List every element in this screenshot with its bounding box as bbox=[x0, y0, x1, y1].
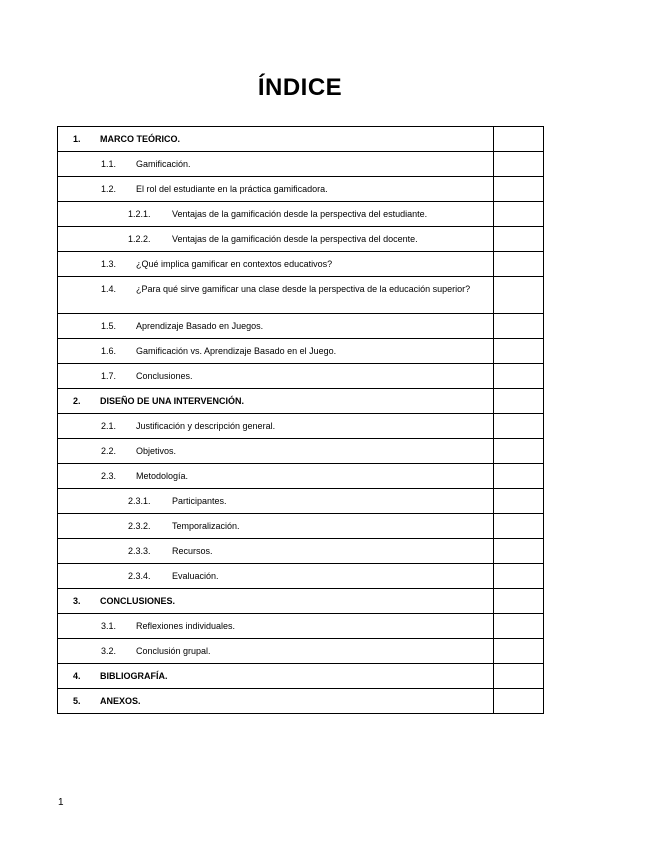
toc-entry-title: Recursos. bbox=[172, 546, 213, 556]
toc-row bbox=[58, 364, 544, 389]
toc-entry-title: Ventajas de la gamificación desde la perspectiva del docente. bbox=[172, 234, 418, 244]
toc-row bbox=[58, 664, 544, 689]
toc-row bbox=[58, 464, 544, 489]
toc-entry-title: CONCLUSIONES. bbox=[100, 596, 176, 606]
toc-entry bbox=[58, 202, 493, 225]
toc-page-cell bbox=[494, 489, 544, 514]
toc-entry-number: 1.2. bbox=[101, 184, 117, 194]
toc-page-cell bbox=[494, 464, 544, 489]
toc-entry-cell bbox=[58, 389, 494, 414]
toc-row bbox=[58, 589, 544, 614]
toc-entry-cell bbox=[58, 314, 494, 339]
toc-row bbox=[58, 314, 544, 339]
toc-entry-title: Gamificación. bbox=[136, 159, 191, 169]
toc-page-cell bbox=[494, 127, 544, 152]
toc-row bbox=[58, 564, 544, 589]
toc-entry-title: El rol del estudiante en la práctica gamificadora. bbox=[136, 184, 328, 194]
toc-entry bbox=[58, 489, 493, 512]
toc-page-cell bbox=[494, 639, 544, 664]
toc-entry bbox=[58, 664, 493, 687]
toc-row bbox=[58, 152, 544, 177]
toc-entry-cell bbox=[58, 689, 494, 714]
toc-entry bbox=[58, 252, 493, 275]
toc-entry-number: 1.2.2. bbox=[128, 234, 151, 244]
toc-row bbox=[58, 202, 544, 227]
toc-entry-number: 2.2. bbox=[101, 446, 117, 456]
toc-page-cell bbox=[494, 252, 544, 277]
toc-row bbox=[58, 414, 544, 439]
toc-entry-title: ANEXOS. bbox=[100, 696, 141, 706]
toc-page-cell bbox=[494, 514, 544, 539]
toc-entry bbox=[58, 177, 493, 200]
toc-entry-cell bbox=[58, 514, 494, 539]
toc-row bbox=[58, 339, 544, 364]
toc-entry-title: Conclusión grupal. bbox=[136, 646, 211, 656]
toc-entry-number: 3. bbox=[73, 596, 81, 606]
toc-entry-title: Justificación y descripción general. bbox=[136, 421, 276, 431]
toc-page-cell bbox=[494, 177, 544, 202]
toc-page-cell bbox=[494, 414, 544, 439]
toc-entry-number: 3.1. bbox=[101, 621, 117, 631]
toc-entry-number: 2.3.2. bbox=[128, 521, 151, 531]
toc-page-cell bbox=[494, 202, 544, 227]
toc-entry-number: 1.2.1. bbox=[128, 209, 151, 219]
toc-entry-title: DISEÑO DE UNA INTERVENCIÓN. bbox=[100, 396, 245, 406]
toc-entry-number: 1.3. bbox=[101, 259, 117, 269]
toc-row bbox=[58, 539, 544, 564]
toc-entry-cell bbox=[58, 439, 494, 464]
toc-page-cell bbox=[494, 689, 544, 714]
toc-page-cell bbox=[494, 314, 544, 339]
toc-entry-number: 2. bbox=[73, 396, 81, 406]
toc-entry-cell bbox=[58, 127, 494, 152]
toc-row bbox=[58, 439, 544, 464]
toc-page-cell bbox=[494, 614, 544, 639]
toc-entry-title: Temporalización. bbox=[172, 521, 240, 531]
toc-entry-cell bbox=[58, 152, 494, 177]
toc-entry-cell bbox=[58, 277, 494, 314]
toc-entry bbox=[58, 614, 493, 637]
toc-entry bbox=[58, 464, 493, 487]
toc-entry-title: MARCO TEÓRICO. bbox=[100, 134, 180, 144]
toc-entry-title: Metodología. bbox=[136, 471, 189, 481]
toc-entry-cell bbox=[58, 227, 494, 252]
toc-entry-title: Conclusiones. bbox=[136, 371, 193, 381]
toc-row bbox=[58, 227, 544, 252]
toc-page-cell bbox=[494, 564, 544, 589]
toc-page-cell bbox=[494, 439, 544, 464]
toc-entry-cell bbox=[58, 414, 494, 439]
toc-row bbox=[58, 489, 544, 514]
toc-entry bbox=[58, 389, 493, 412]
toc-page-cell bbox=[494, 227, 544, 252]
toc-entry-title: ¿Para qué sirve gamificar una clase desde la perspectiva de la educación superior? bbox=[136, 284, 471, 294]
toc-row bbox=[58, 639, 544, 664]
toc-entry bbox=[58, 364, 493, 387]
toc-entry-cell bbox=[58, 589, 494, 614]
toc-entry-cell bbox=[58, 339, 494, 364]
toc-row bbox=[58, 689, 544, 714]
toc-row bbox=[58, 614, 544, 639]
toc-page-cell bbox=[494, 389, 544, 414]
toc-entry-number: 1.1. bbox=[101, 159, 117, 169]
toc-entry bbox=[58, 439, 493, 462]
toc-entry-cell bbox=[58, 489, 494, 514]
toc-entry-title: BIBLIOGRAFÍA. bbox=[100, 671, 168, 681]
toc-entry-number: 1.7. bbox=[101, 371, 117, 381]
toc-entry bbox=[58, 152, 493, 175]
toc-row bbox=[58, 389, 544, 414]
page-number: 1 bbox=[58, 797, 64, 808]
toc-entry-cell bbox=[58, 639, 494, 664]
toc-row bbox=[58, 252, 544, 277]
toc-entry bbox=[58, 339, 493, 362]
toc-entry bbox=[58, 564, 493, 587]
toc-page-cell bbox=[494, 589, 544, 614]
toc-row bbox=[58, 127, 544, 152]
toc-entry-title: Participantes. bbox=[172, 496, 227, 506]
toc-entry-cell bbox=[58, 252, 494, 277]
toc-entry bbox=[58, 127, 493, 150]
toc-entry-number: 2.1. bbox=[101, 421, 117, 431]
toc-entry-number: 1.4. bbox=[101, 284, 117, 294]
toc-entry-title: Evaluación. bbox=[172, 571, 219, 581]
toc-entry bbox=[58, 314, 493, 337]
toc-entry-cell bbox=[58, 564, 494, 589]
toc-entry-cell bbox=[58, 177, 494, 202]
toc-entry-number: 4. bbox=[73, 671, 81, 681]
toc-entry-title: ¿Qué implica gamificar en contextos educativos? bbox=[136, 259, 333, 269]
toc-entry-title: Reflexiones individuales. bbox=[136, 621, 236, 631]
toc-entry-number: 5. bbox=[73, 696, 81, 706]
toc-entry bbox=[58, 539, 493, 562]
toc-entry-cell bbox=[58, 664, 494, 689]
toc-entry-cell bbox=[58, 464, 494, 489]
toc-page-cell bbox=[494, 339, 544, 364]
toc-entry-number: 2.3.3. bbox=[128, 546, 151, 556]
toc-table bbox=[57, 126, 544, 714]
toc-row bbox=[58, 177, 544, 202]
toc-entry-number: 1.5. bbox=[101, 321, 117, 331]
page-title: ÍNDICE bbox=[257, 74, 343, 101]
toc-entry-cell bbox=[58, 614, 494, 639]
toc-page-cell bbox=[494, 152, 544, 177]
toc-entry-number: 2.3.4. bbox=[128, 571, 151, 581]
toc-entry-number: 3.2. bbox=[101, 646, 117, 656]
toc-entry bbox=[58, 414, 493, 437]
toc-entry bbox=[58, 514, 493, 537]
toc-row bbox=[58, 514, 544, 539]
toc-entry-cell bbox=[58, 364, 494, 389]
toc-row bbox=[58, 277, 544, 314]
toc-entry bbox=[58, 689, 493, 712]
toc-entry bbox=[58, 639, 493, 662]
toc-entry-number: 1.6. bbox=[101, 346, 117, 356]
toc-entry bbox=[58, 227, 493, 250]
toc-entry-title: Ventajas de la gamificación desde la perspectiva del estudiante. bbox=[172, 209, 428, 219]
toc-entry-title: Objetivos. bbox=[136, 446, 177, 456]
toc-entry bbox=[58, 277, 493, 300]
toc-entry-number: 2.3. bbox=[101, 471, 117, 481]
toc-entry bbox=[58, 589, 493, 612]
toc-entry-title: Aprendizaje Basado en Juegos. bbox=[136, 321, 264, 331]
toc-page-cell bbox=[494, 664, 544, 689]
toc-entry-cell bbox=[58, 539, 494, 564]
toc-entry-title: Gamificación vs. Aprendizaje Basado en el Juego. bbox=[136, 346, 337, 356]
toc-page-cell bbox=[494, 364, 544, 389]
toc-page-cell bbox=[494, 277, 544, 314]
toc-page-cell bbox=[494, 539, 544, 564]
toc-entry-cell bbox=[58, 202, 494, 227]
toc-entry-number: 1. bbox=[73, 134, 81, 144]
toc-entry-number: 2.3.1. bbox=[128, 496, 151, 506]
